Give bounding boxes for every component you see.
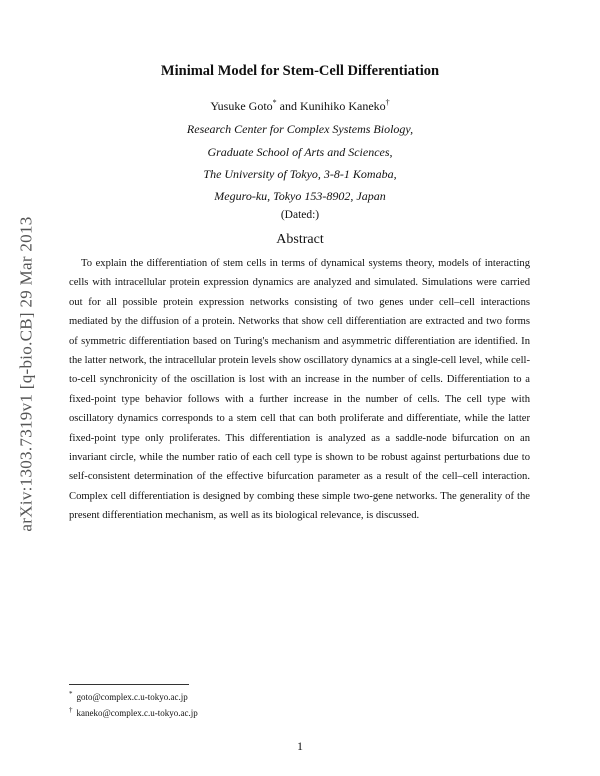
- affiliation-line-3: The University of Tokyo, 3-8-1 Komaba,: [203, 167, 397, 181]
- footnote-email-2: [69, 706, 198, 718]
- author-mark-1: *: [272, 98, 277, 107]
- footnote-text-1: goto@complex.c.u-tokyo.ac.jp: [76, 692, 188, 702]
- abstract-body: To explain the differentiation of stem cells in terms of dynamical systems theory, models of interacting cells with intracellular protein expression dynamics are analyzed and simulated. Simulations were carried out for all possible protein expression networks consisting of two genes under cell–cell interactions mediated by the diffusion of a protein. Networks that show cell differentiation are extracted and two forms of symmetric differentiation based on Turing's mechanism and asymmetric differentiation are identified. In the latter network, the intracellular protein levels show oscillatory dynamics at a single-cell level, while cell-to-cell synchronicity of the oscillation is lost with an increase in the number of cells. Differentiation to a fixed-point type behavior follows with a further increase in the number of cells. The cell type with oscillatory dynamics corresponds to a stem cell that can both proliferate and differentiate, while the latter fixed-point type only proliferates. This differentiation is analyzed as a saddle-node bifurcation on an invariant circle, while the number ratio of each cell type is shown to be robust against perturbations due to self-consistent determination of the effective bifurcation parameter as a result of the cell–cell interaction. Complex cell differentiation is designed by combing these simple two-gene networks. The generality of the present differentiation mechanism, as well as its biological relevance, is discussed.: [69, 258, 530, 522]
- footnote-rule: [69, 684, 189, 685]
- author-mark-2: †: [385, 98, 390, 107]
- footnote-mark-2: †: [69, 706, 73, 714]
- footnote-email-1: [69, 690, 188, 702]
- affiliation-line-1: Research Center for Complex Systems Biology,: [186, 122, 414, 136]
- footnote-mark-1: *: [69, 690, 73, 698]
- page-number: 1: [297, 739, 303, 753]
- author-line: [0, 98, 600, 114]
- paper-title: Minimal Model for Stem-Cell Differentiation: [160, 63, 440, 79]
- dated-line: (Dated:): [280, 209, 320, 221]
- affiliation-line-4: Meguro-ku, Tokyo 153-8902, Japan: [214, 189, 386, 203]
- author-name-1: Yusuke Goto: [210, 99, 273, 113]
- footnote-text-2: kaneko@complex.c.u-tokyo.ac.jp: [76, 708, 198, 718]
- affiliation-line-2: Graduate School of Arts and Sciences,: [207, 145, 393, 159]
- arxiv-stamp-text: arXiv:1303.7319v1 [q-bio.CB] 29 Mar 2013: [17, 216, 37, 532]
- abstract-heading: Abstract: [276, 232, 324, 247]
- author-connector: and: [279, 99, 297, 113]
- author-name-2: Kunihiko Kaneko: [300, 99, 386, 113]
